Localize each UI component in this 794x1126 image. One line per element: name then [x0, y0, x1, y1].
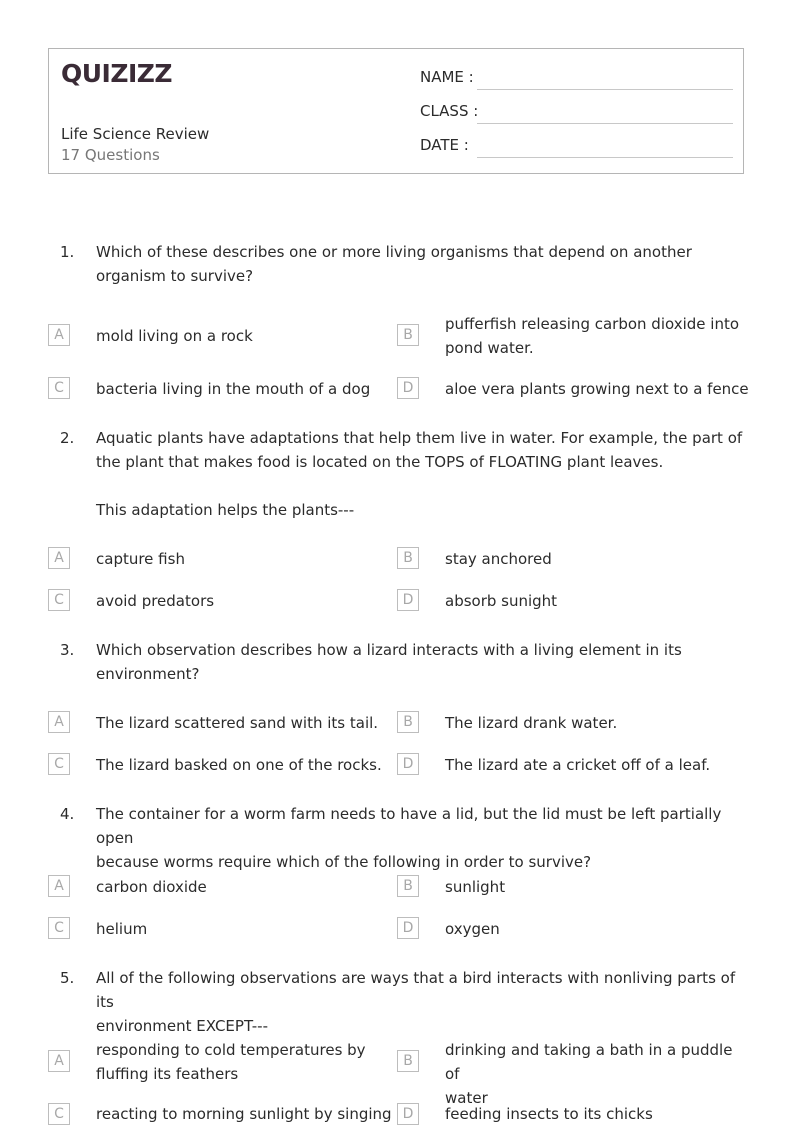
- name-line: [477, 89, 733, 90]
- class-line: [477, 123, 733, 124]
- option-letter-box: C: [48, 589, 70, 611]
- option-line: avoid predators: [96, 592, 215, 610]
- question-text: [96, 802, 746, 874]
- option-text: [96, 589, 396, 613]
- option-line: oxygen: [445, 920, 500, 938]
- option-line: aloe vera plants growing next to a fence: [445, 380, 749, 398]
- option-text: [445, 312, 745, 360]
- option-letter-box: C: [48, 1103, 70, 1125]
- question-text: [96, 240, 746, 288]
- option-line: fluffing its feathers: [96, 1065, 239, 1083]
- option-line: stay anchored: [445, 550, 552, 568]
- option-letter-box: D: [397, 917, 419, 939]
- worksheet-header: [48, 48, 744, 174]
- question-number: 5.: [60, 969, 75, 987]
- question-line: The container for a worm farm needs to have a lid, but the lid must be left partially open: [96, 805, 722, 847]
- option-text: [445, 917, 745, 941]
- option-line: water: [445, 1089, 488, 1107]
- option-line: reacting to morning sunlight by singing: [96, 1105, 392, 1123]
- option-letter-box: A: [48, 1050, 70, 1072]
- question-line: Aquatic plants have adaptations that help them live in water. For example, the part of: [96, 429, 743, 447]
- option-line: helium: [96, 920, 148, 938]
- option-letter-box: D: [397, 377, 419, 399]
- option-text: [96, 711, 396, 735]
- date-line: [477, 157, 733, 158]
- option-line: absorb sunight: [445, 592, 558, 610]
- option-letter-box: A: [48, 711, 70, 733]
- option-line: pufferfish releasing carbon dioxide into: [445, 315, 740, 333]
- question-line: environment?: [96, 665, 200, 683]
- name-label: NAME :: [420, 68, 474, 86]
- quizizz-logo: QUIZIZZ: [61, 59, 173, 88]
- option-text: [96, 1038, 396, 1086]
- option-letter-box: B: [397, 1050, 419, 1072]
- question-line: Which of these describes one or more living organisms that depend on another: [96, 243, 692, 261]
- question-line: Which observation describes how a lizard interacts with a living element in its: [96, 641, 682, 659]
- question-line: All of the following observations are ways that a bird interacts with nonliving parts of its: [96, 969, 736, 1011]
- option-line: The lizard ate a cricket off of a leaf.: [445, 756, 711, 774]
- question-text: [96, 426, 746, 522]
- question-text: [96, 638, 746, 686]
- option-letter-box: C: [48, 753, 70, 775]
- option-text: [445, 589, 745, 613]
- option-text: [445, 1102, 745, 1126]
- option-letter-box: B: [397, 711, 419, 733]
- option-letter-box: D: [397, 589, 419, 611]
- option-text: [445, 875, 745, 899]
- option-letter-box: C: [48, 917, 70, 939]
- option-line: mold living on a rock: [96, 327, 253, 345]
- question-number: 3.: [60, 641, 75, 659]
- option-text: [96, 377, 396, 401]
- option-letter-box: A: [48, 875, 70, 897]
- option-letter-box: A: [48, 547, 70, 569]
- option-letter-box: D: [397, 753, 419, 775]
- option-text: [445, 711, 745, 735]
- question-line: This adaptation helps the plants---: [96, 501, 355, 519]
- option-line: The lizard basked on one of the rocks.: [96, 756, 382, 774]
- option-text: [445, 377, 755, 401]
- option-text: [96, 1102, 396, 1126]
- option-line: sunlight: [445, 878, 506, 896]
- option-text: [445, 753, 745, 777]
- question-number: 2.: [60, 429, 75, 447]
- option-letter-box: D: [397, 1103, 419, 1125]
- question-spacer: [96, 474, 746, 498]
- option-line: drinking and taking a bath in a puddle of: [445, 1041, 733, 1083]
- option-line: bacteria living in the mouth of a dog: [96, 380, 371, 398]
- option-letter-box: C: [48, 377, 70, 399]
- option-line: carbon dioxide: [96, 878, 207, 896]
- question-line: environment EXCEPT---: [96, 1017, 268, 1035]
- option-text: [96, 875, 396, 899]
- question-count: 17 Questions: [61, 146, 160, 164]
- option-text: [96, 753, 396, 777]
- class-label: CLASS :: [420, 102, 479, 120]
- question-number: 4.: [60, 805, 75, 823]
- option-text: [96, 324, 396, 348]
- question-line: the plant that makes food is located on the TOPS of FLOATING plant leaves.: [96, 453, 664, 471]
- option-letter-box: B: [397, 875, 419, 897]
- option-line: feeding insects to its chicks: [445, 1105, 653, 1123]
- worksheet-title: Life Science Review: [61, 125, 210, 143]
- question-text: [96, 966, 746, 1038]
- option-line: The lizard drank water.: [445, 714, 618, 732]
- question-line: because worms require which of the following in order to survive?: [96, 853, 592, 871]
- option-line: The lizard scattered sand with its tail.: [96, 714, 379, 732]
- question-number: 1.: [60, 243, 75, 261]
- question-line: organism to survive?: [96, 267, 254, 285]
- option-line: capture fish: [96, 550, 185, 568]
- option-text: [96, 917, 396, 941]
- option-text: [445, 547, 745, 571]
- option-line: pond water.: [445, 339, 534, 357]
- option-letter-box: A: [48, 324, 70, 346]
- option-line: responding to cold temperatures by: [96, 1041, 366, 1059]
- option-letter-box: B: [397, 547, 419, 569]
- option-text: [96, 547, 396, 571]
- option-text: [445, 1038, 745, 1110]
- date-label: DATE :: [420, 136, 469, 154]
- option-letter-box: B: [397, 324, 419, 346]
